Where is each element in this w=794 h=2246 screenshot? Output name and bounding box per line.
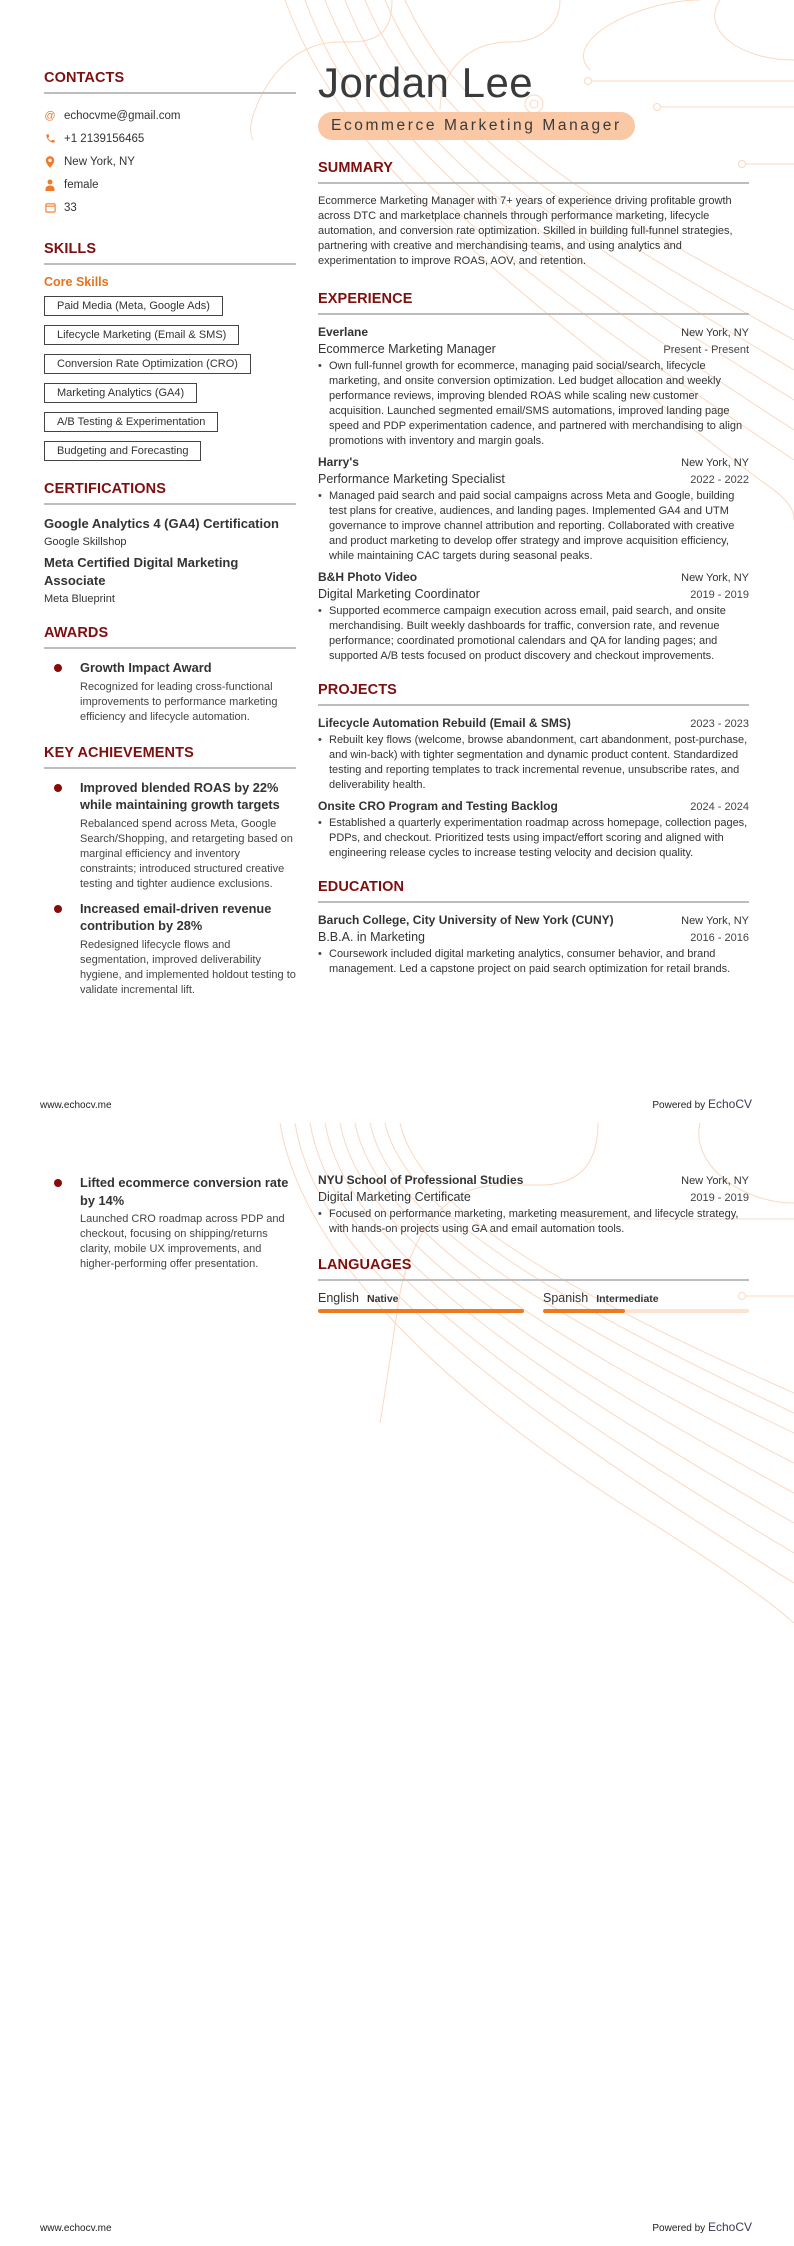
experience-heading: EXPERIENCE xyxy=(318,291,749,315)
summary-text: Ecommerce Marketing Manager with 7+ years of experience driving profitable growth across DTC and marketplace channels through performance marketing, lifecycle automation, and conversion rate optimization. Skilled in building full-funnel strategies, partnering with creative and merchandising teams, and using analytics and experimentation to improve ROAS, AOV, and retention. xyxy=(318,195,733,267)
education-dates: 2016 - 2016 xyxy=(690,932,749,944)
certification-issuer: Google Skillshop xyxy=(44,536,127,548)
contact-phone-value: +1 2139156465 xyxy=(64,132,145,145)
language-item xyxy=(543,1291,749,1313)
certifications-section xyxy=(44,481,296,605)
key-achievements-heading: KEY ACHIEVEMENTS xyxy=(44,745,296,769)
contact-phone xyxy=(44,127,296,150)
project-dates: 2024 - 2024 xyxy=(690,801,749,813)
job-role: Ecommerce Marketing Manager xyxy=(318,342,496,356)
achievement-description: Launched CRO roadmap across PDP and checkout, focusing on shipping/returns clarity, mobile UX improvements, and higher-performing offer presentation. xyxy=(80,1213,285,1270)
phone-icon xyxy=(44,133,56,145)
school-name: NYU School of Professional Studies xyxy=(318,1173,524,1187)
job-description: • Managed paid search and paid social campaigns across Meta and Google, building test plans for creative, audiences, and landing pages. Implemented GA4 and UTM governance to improve channel attribution and reporting. Collaborated with creative and product marketing to develop offer strategy and improve acquisition efficiency, while maintaining CAC targets during seasonal peaks. xyxy=(318,489,749,564)
core-skills-label: Core Skills xyxy=(44,275,109,289)
language-level: Intermediate xyxy=(596,1293,659,1305)
experience-section xyxy=(318,291,749,664)
footer-powered-by xyxy=(652,1097,752,1111)
footer-website-link[interactable]: www.echocv.me xyxy=(40,1100,112,1111)
language-proficiency-fill xyxy=(318,1309,524,1313)
job-title-pill: Ecommerce Marketing Manager xyxy=(318,112,635,140)
language-name: English xyxy=(318,1291,359,1305)
education-entry xyxy=(318,913,749,977)
projects-section xyxy=(318,682,749,861)
achievement-description: Rebalanced spend across Meta, Google Search/Shopping, and retargeting based on marginal efficiency and inventory constraints; introduced structured creative testing and tighter audience exclusions. xyxy=(80,817,293,890)
at-icon: @ xyxy=(44,109,56,122)
page-footer xyxy=(40,2220,752,2234)
bullet-dot-icon xyxy=(54,784,62,792)
key-achievements-section xyxy=(44,745,296,998)
company-location: New York, NY xyxy=(681,572,749,584)
languages-section xyxy=(318,1257,749,1313)
footer-website-link[interactable]: www.echocv.me xyxy=(40,2223,112,2234)
company-name: B&H Photo Video xyxy=(318,570,418,584)
achievement-title: Improved blended ROAS by 22% while maintaining growth targets xyxy=(80,779,280,812)
skill-tag: Lifecycle Marketing (Email & SMS) xyxy=(44,325,239,345)
languages-list xyxy=(318,1291,749,1313)
education-entry xyxy=(318,1173,749,1237)
bullet-dot-icon xyxy=(54,664,62,672)
projects-heading: PROJECTS xyxy=(318,682,749,706)
contact-gender-value: female xyxy=(64,178,99,191)
award-item xyxy=(44,659,296,725)
bullet-dot-icon xyxy=(54,1179,62,1187)
contact-email-value: echocvme@gmail.com xyxy=(64,109,181,122)
certifications-heading: CERTIFICATIONS xyxy=(44,481,296,505)
degree: Digital Marketing Certificate xyxy=(318,1190,471,1204)
company-location: New York, NY xyxy=(681,457,749,469)
contact-age-value: 33 xyxy=(64,201,77,214)
school-location: New York, NY xyxy=(681,915,749,927)
page-footer xyxy=(40,1097,752,1111)
person-icon xyxy=(44,179,56,191)
job-description: • Own full-funnel growth for ecommerce, managing paid social/search, lifecycle marketing, and onsite conversion optimization. Led budget allocation and weekly performance reviews, improving blended ROAS while scaling new customer acquisition. Launched segmented email/SMS automations, improved landing page speed and PDP experimentation cadence, and partnered with merchandising to align promotions with inventory and margin goals. xyxy=(318,359,749,449)
job-dates: 2019 - 2019 xyxy=(690,589,749,601)
calendar-icon xyxy=(44,202,56,214)
skill-list xyxy=(44,293,296,467)
right-column-continued xyxy=(318,1173,749,1313)
company-name: Everlane xyxy=(318,325,369,339)
resume-page-2 xyxy=(0,1123,794,2246)
powered-by-label: Powered by xyxy=(652,2223,706,2234)
contacts-section xyxy=(44,70,296,219)
certification-issuer: Meta Blueprint xyxy=(44,593,115,605)
experience-entry xyxy=(318,455,749,564)
certification-title: Meta Certified Digital Marketing Associate xyxy=(44,555,239,588)
contact-age xyxy=(44,196,296,219)
certification-item xyxy=(44,554,296,605)
award-description: Recognized for leading cross-functional improvements to performance marketing efficiency and lifecycle automation. xyxy=(80,680,278,723)
experience-entry xyxy=(318,325,749,449)
job-role: Digital Marketing Coordinator xyxy=(318,587,480,601)
project-title: Lifecycle Automation Rebuild (Email & SMS) xyxy=(318,716,571,730)
education-section xyxy=(318,879,749,977)
skill-tag: Conversion Rate Optimization (CRO) xyxy=(44,354,251,374)
skills-section xyxy=(44,241,296,467)
brand-name: EchoCV xyxy=(707,1097,752,1111)
language-proficiency-fill xyxy=(543,1309,625,1313)
contacts-heading: CONTACTS xyxy=(44,70,296,94)
project-description: • Rebuilt key flows (welcome, browse abandonment, cart abandonment, post-purchase, and win-back) with tighter segmentation and dynamic product content. Standardized testing and reporting templates to track incremental revenue, unsubscribe rates, and deliverability health. xyxy=(318,733,749,793)
left-column-continued xyxy=(44,1174,296,1280)
language-item xyxy=(318,1291,524,1313)
language-proficiency-bar xyxy=(318,1309,524,1313)
achievement-item xyxy=(44,779,296,892)
awards-section xyxy=(44,625,296,725)
contact-gender xyxy=(44,173,296,196)
achievement-title: Lifted ecommerce conversion rate by 14% xyxy=(80,1175,289,1208)
awards-heading: AWARDS xyxy=(44,625,296,649)
achievement-title: Increased email-driven revenue contribution by 28% xyxy=(80,900,272,933)
candidate-name: Jordan Lee xyxy=(318,59,534,106)
degree: B.B.A. in Marketing xyxy=(318,930,425,944)
brand-name: EchoCV xyxy=(707,2220,752,2234)
project-title: Onsite CRO Program and Testing Backlog xyxy=(318,799,558,813)
summary-heading: SUMMARY xyxy=(318,160,749,184)
skills-heading: SKILLS xyxy=(44,241,296,265)
language-level: Native xyxy=(367,1293,399,1305)
job-role: Performance Marketing Specialist xyxy=(318,472,505,486)
summary-section xyxy=(318,160,749,269)
school-location: New York, NY xyxy=(681,1175,749,1187)
achievement-description: Redesigned lifecycle flows and segmentation, improved deliverability hygiene, and implemented holdout testing to validate incremental lift. xyxy=(80,938,296,996)
location-pin-icon xyxy=(44,156,56,168)
award-title: Growth Impact Award xyxy=(80,660,212,675)
job-description: • Supported ecommerce campaign execution across email, paid search, and onsite merchandising. Built weekly dashboards for traffic, conversion rate, and revenue performance; coordinated promotional calendars and QA for landing pages; and supported A/B tests focused on product discovery and checkout improvements. xyxy=(318,604,749,664)
education-description: • Focused on performance marketing, marketing measurement, and lifecycle strategy, with hands-on projects using GA and email automation tools. xyxy=(318,1207,749,1237)
education-heading: EDUCATION xyxy=(318,879,749,903)
languages-heading: LANGUAGES xyxy=(318,1257,749,1281)
project-entry xyxy=(318,716,749,793)
achievement-item xyxy=(44,900,296,998)
bullet-dot-icon xyxy=(54,905,62,913)
language-proficiency-bar xyxy=(543,1309,749,1313)
project-dates: 2023 - 2023 xyxy=(690,718,749,730)
skill-tag: Paid Media (Meta, Google Ads) xyxy=(44,296,223,316)
language-name: Spanish xyxy=(543,1291,589,1305)
certification-title: Google Analytics 4 (GA4) Certification xyxy=(44,516,280,531)
skill-tag: Marketing Analytics (GA4) xyxy=(44,383,197,403)
right-column xyxy=(318,60,749,983)
education-description: • Coursework included digital marketing analytics, consumer behavior, and brand management. Led a capstone project on paid search optimization for retail brands. xyxy=(318,947,749,977)
company-name: Harry's xyxy=(318,455,359,469)
education-dates: 2019 - 2019 xyxy=(690,1192,749,1204)
project-description: • Established a quarterly experimentation roadmap across homepage, collection pages, PDPs, and checkout. Prioritized tests using impact/effort scoring and aligned with engineering release cycles to increase testing velocity and decision quality. xyxy=(318,816,749,861)
contact-email xyxy=(44,104,296,127)
project-entry xyxy=(318,799,749,861)
achievement-item xyxy=(44,1174,296,1272)
company-location: New York, NY xyxy=(681,327,749,339)
skill-tag: A/B Testing & Experimentation xyxy=(44,412,218,432)
footer-powered-by xyxy=(652,2220,752,2234)
skill-tag: Budgeting and Forecasting xyxy=(44,441,201,461)
certification-item xyxy=(44,515,296,548)
job-dates: Present - Present xyxy=(663,344,749,356)
school-name: Baruch College, City University of New York (CUNY) xyxy=(318,913,614,927)
contact-location xyxy=(44,150,296,173)
left-column xyxy=(44,70,296,1006)
powered-by-label: Powered by xyxy=(652,1100,706,1111)
contact-location-value: New York, NY xyxy=(64,155,135,168)
job-dates: 2022 - 2022 xyxy=(690,474,749,486)
experience-entry xyxy=(318,570,749,664)
